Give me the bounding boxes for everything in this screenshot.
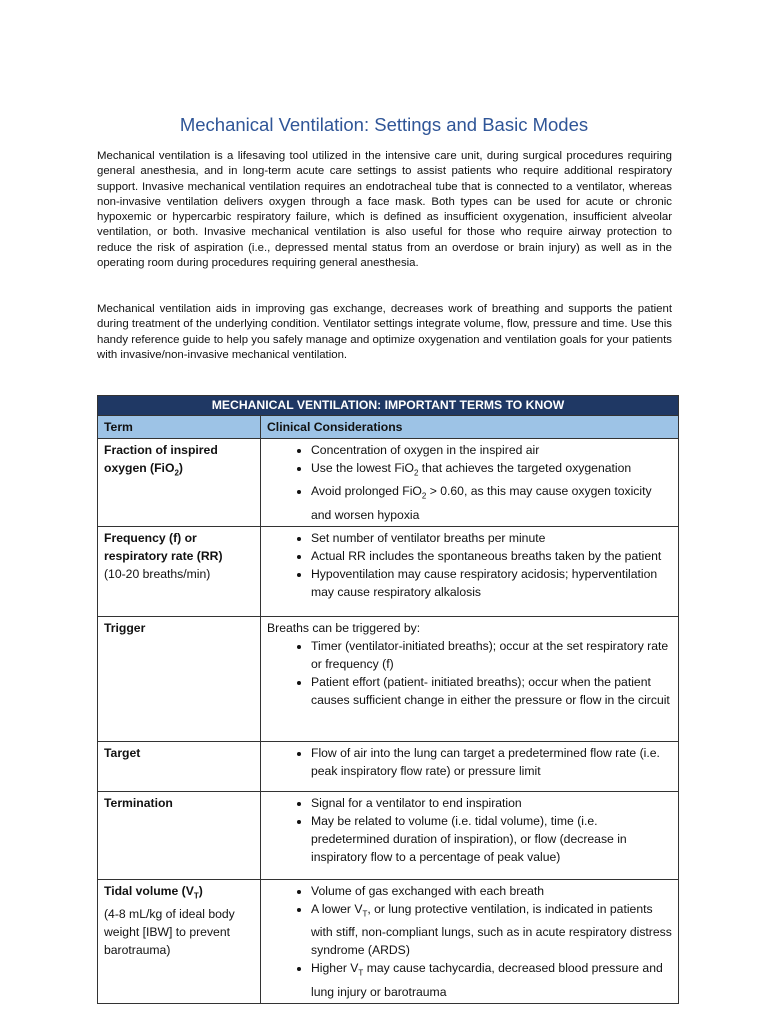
clinical-cell [261,616,679,741]
list-item: • Signal for a ventilator to end inspiration [311,794,672,812]
list-item: • May be related to volume (i.e. tidal volume), time (i.e. predetermined duration of inspiration), or flow (decrease in inspiratory flow to a percentage of peak value) [311,812,672,866]
term-name: Frequency (f) or respiratory rate (RR) [104,530,223,563]
table-row [98,791,679,879]
table-row [98,616,679,741]
clinical-cell [261,741,679,791]
clinical-bullet-list [267,637,672,709]
list-item: • Use the lowest FiO$_2$ that achieves the targeted oxygenation [311,459,672,482]
term-name: Termination [104,795,173,810]
list-item: • Timer (ventilator-initiated breaths); occur at the set respiratory rate or frequency (f) [311,637,672,673]
clinical-bullet-list [267,882,672,1001]
table-row [98,439,679,527]
list-item: • A lower $V_T$, or lung protective ventilation, is indicated in patients with stiff, non-compliant lungs, such as in acute respiratory distress syndrome (ARDS) [311,900,672,959]
list-item: • Concentration of oxygen in the inspired air [311,441,672,459]
table-row [98,741,679,791]
term-cell [98,616,261,741]
clinical-bullet-list [267,744,672,780]
term-cell [98,791,261,879]
table-banner: MECHANICAL VENTILATION: IMPORTANT TERMS TO KNOW [98,396,679,416]
terms-table [97,395,679,1004]
clinical-cell [261,879,679,1003]
list-item: • Actual RR includes the spontaneous breaths taken by the patient [311,547,672,565]
intro-paragraph-2: Mechanical ventilation aids in improving gas exchange, decreases work of breathing and supports the patient during treatment of the underlying condition. Ventilator settings integrate volume, flow, pressure and time. Use this handy reference guide to help you safely manage and optimize oxygenation and ventilation goals for your patients with invasive/non-invasive mechanical ventilation. [97,303,672,361]
clinical-bullet-list [267,441,672,524]
term-cell [98,526,261,616]
clinical-cell [261,439,679,527]
column-header-clinical: Clinical Considerations [261,416,679,439]
term-name: Fraction of inspired oxygen (FiO$_2$) [104,443,218,478]
term-cell [98,439,261,527]
list-item: • Hypoventilation may cause respiratory acidosis; hyperventilation may cause respiratory alkalosis [311,565,672,601]
term-name: Target [104,745,141,760]
clinical-bullet-list [267,529,672,601]
clinical-cell [261,791,679,879]
list-item: • Patient effort (patient- initiated breaths); occur when the patient causes sufficient change in either the pressure or flow in the circuit [311,673,672,709]
clinical-cell [261,526,679,616]
terms-table-body [98,439,679,1004]
term-name: Tidal volume $(V_T)$ [104,883,203,901]
list-item: • Higher $V_T$ may cause tachycardia, decreased blood pressure and lung injury or barotrauma [311,959,672,1000]
term-detail: (4-8 mL/kg of ideal body weight [IBW] to prevent barotrauma) [104,907,235,958]
clinical-bullet-list [267,794,672,866]
clinical-lead-text: Breaths can be triggered by: [267,620,421,635]
list-item: • Volume of gas exchanged with each breath [311,882,672,900]
intro-paragraph-1: Mechanical ventilation is a lifesaving tool utilized in the intensive care unit, during surgical procedures requiring general anesthesia, and in long-term acute care settings to assist patients who require additional respiratory support. Invasive mechanical ventilation requires an endotracheal tube that is connected to a ventilator, whereas non-invasive ventilation delivers oxygen through a face mask. Both types can be used for acute or chronic hypoxemic or hypercarbic respiratory failure, which is defined as insufficient oxygenation, insufficient alveolar ventilation, or both. Invasive mechanical ventilation is also useful for those who require airway protection to reduce the risk of aspiration (i.e., depressed mental status from an overdose or brain injury) as well as in the operating room during procedures requiring general anesthesia. [97,150,672,270]
term-cell [98,741,261,791]
list-item: • Avoid prolonged FiO$_2$ > 0.60, as this may cause oxygen toxicity and worsen hypoxia [311,482,672,523]
table-row [98,526,679,616]
term-name: Trigger [104,620,146,635]
column-header-term: Term [98,416,261,439]
term-cell [98,879,261,1003]
list-item: • Set number of ventilator breaths per minute [311,529,672,547]
table-row [98,879,679,1003]
page-title: Mechanical Ventilation: Settings and Basic Modes [179,114,589,135]
list-item: • Flow of air into the lung can target a predetermined flow rate (i.e. peak inspiratory flow rate) or pressure limit [311,744,672,780]
term-detail: (10-20 breaths/min) [104,566,211,581]
